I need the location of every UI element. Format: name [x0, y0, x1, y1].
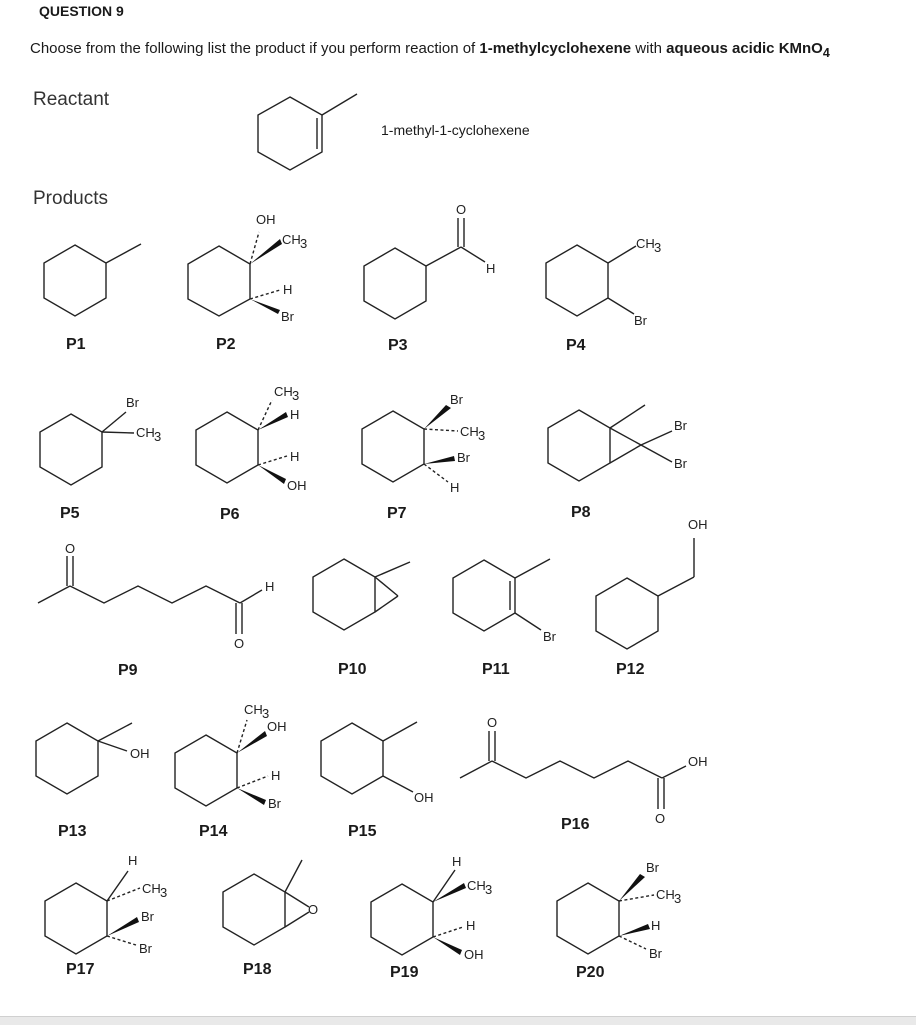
label-p8: P8 [571, 504, 591, 521]
svg-text:H: H [651, 918, 661, 933]
svg-text:3: 3 [674, 891, 682, 906]
p2-structure [188, 212, 307, 324]
p13-structure [36, 723, 150, 794]
svg-text:OH: OH [267, 719, 287, 734]
svg-text:Br: Br [268, 796, 281, 811]
svg-text:Br: Br [646, 860, 659, 875]
svg-text:O: O [234, 636, 245, 651]
label-p9: P9 [118, 662, 138, 679]
reactant-structure [258, 94, 357, 170]
svg-text:Br: Br [126, 395, 139, 410]
svg-text:O: O [65, 541, 76, 556]
svg-text:Br: Br [674, 456, 687, 471]
svg-text:3: 3 [654, 240, 662, 255]
p20-structure [557, 860, 681, 961]
svg-text:H: H [290, 407, 300, 422]
svg-text:Br: Br [141, 909, 154, 924]
svg-text:H: H [486, 261, 496, 276]
label-p2: P2 [216, 336, 236, 353]
svg-text:CH: CH [244, 702, 263, 717]
svg-text:OH: OH [688, 754, 708, 769]
label-p16: P16 [561, 816, 590, 833]
p4-structure [546, 236, 661, 328]
svg-text:CH: CH [142, 881, 161, 896]
label-p12: P12 [616, 661, 645, 678]
svg-text:3: 3 [485, 882, 493, 897]
svg-text:3: 3 [292, 388, 300, 403]
svg-text:CH: CH [136, 425, 155, 440]
label-p17: P17 [66, 961, 95, 978]
svg-text:Br: Br [139, 941, 152, 956]
svg-text:H: H [271, 768, 281, 783]
svg-text:O: O [308, 902, 319, 917]
svg-text:Br: Br [457, 450, 470, 465]
label-p15: P15 [348, 823, 377, 840]
p8-structure [548, 405, 688, 481]
p14-structure [175, 702, 287, 811]
svg-text:OH: OH [414, 790, 434, 805]
svg-text:CH: CH [460, 424, 479, 439]
p1-structure [44, 244, 141, 316]
label-p19: P19 [390, 964, 419, 981]
question-title: QUESTION 9 [39, 3, 124, 19]
p9-structure [38, 541, 274, 651]
label-p4: P4 [566, 337, 586, 354]
svg-text:OH: OH [256, 212, 276, 227]
label-p14: P14 [199, 823, 228, 840]
svg-text:O: O [487, 715, 498, 730]
svg-text:Br: Br [674, 418, 687, 433]
svg-text:OH: OH [464, 947, 484, 962]
p16-structure [460, 715, 708, 826]
svg-text:3: 3 [154, 429, 162, 444]
svg-text:3: 3 [300, 236, 308, 251]
svg-text:CH: CH [467, 878, 486, 893]
label-p10: P10 [338, 661, 367, 678]
svg-text:H: H [450, 480, 460, 495]
p17-structure [45, 853, 167, 956]
products-heading: Products [33, 188, 108, 209]
svg-text:H: H [283, 282, 293, 297]
svg-text:H: H [290, 449, 300, 464]
svg-text:OH: OH [130, 746, 150, 761]
svg-text:Br: Br [634, 313, 647, 328]
label-p11: P11 [482, 661, 510, 678]
svg-text:3: 3 [160, 885, 168, 900]
svg-text:CH: CH [274, 384, 293, 399]
reactant-heading: Reactant [33, 89, 110, 110]
svg-text:H: H [128, 853, 138, 868]
label-p18: P18 [243, 961, 272, 978]
label-p13: P13 [58, 823, 87, 840]
label-p5: P5 [60, 505, 80, 522]
p11-structure [453, 559, 557, 644]
p19-structure [371, 854, 492, 962]
p3-structure [364, 202, 495, 319]
svg-text:H: H [452, 854, 462, 869]
svg-text:OH: OH [688, 517, 708, 532]
question-text: Choose from the following list the product if you perform reaction of 1-methylcyclohexene with aqueous acidic KMnO$_4$ [30, 40, 830, 60]
svg-text:CH: CH [636, 236, 655, 251]
svg-text:CH: CH [656, 887, 675, 902]
svg-text:3: 3 [478, 428, 486, 443]
reactant-name: 1-methyl-1-cyclohexene [381, 122, 530, 138]
p6-structure [196, 384, 307, 493]
p15-structure [321, 722, 434, 805]
svg-text:CH: CH [282, 232, 301, 247]
svg-text:H: H [466, 918, 476, 933]
svg-text:Br: Br [543, 629, 556, 644]
p10-structure [313, 559, 410, 630]
svg-text:H: H [265, 579, 275, 594]
svg-text:O: O [456, 202, 467, 217]
p12-structure [596, 517, 708, 649]
label-p6: P6 [220, 506, 240, 523]
label-p3: P3 [388, 337, 408, 354]
svg-text:O: O [655, 811, 666, 826]
svg-text:3: 3 [262, 706, 270, 721]
p7-structure [362, 392, 485, 495]
label-p20: P20 [576, 964, 605, 981]
label-p1: P1 [66, 336, 86, 353]
svg-text:Br: Br [450, 392, 463, 407]
p18-structure [223, 860, 318, 945]
p5-structure [40, 395, 161, 485]
svg-text:OH: OH [287, 478, 307, 493]
svg-text:Br: Br [281, 309, 294, 324]
svg-text:Br: Br [649, 946, 662, 961]
label-p7: P7 [387, 505, 407, 522]
